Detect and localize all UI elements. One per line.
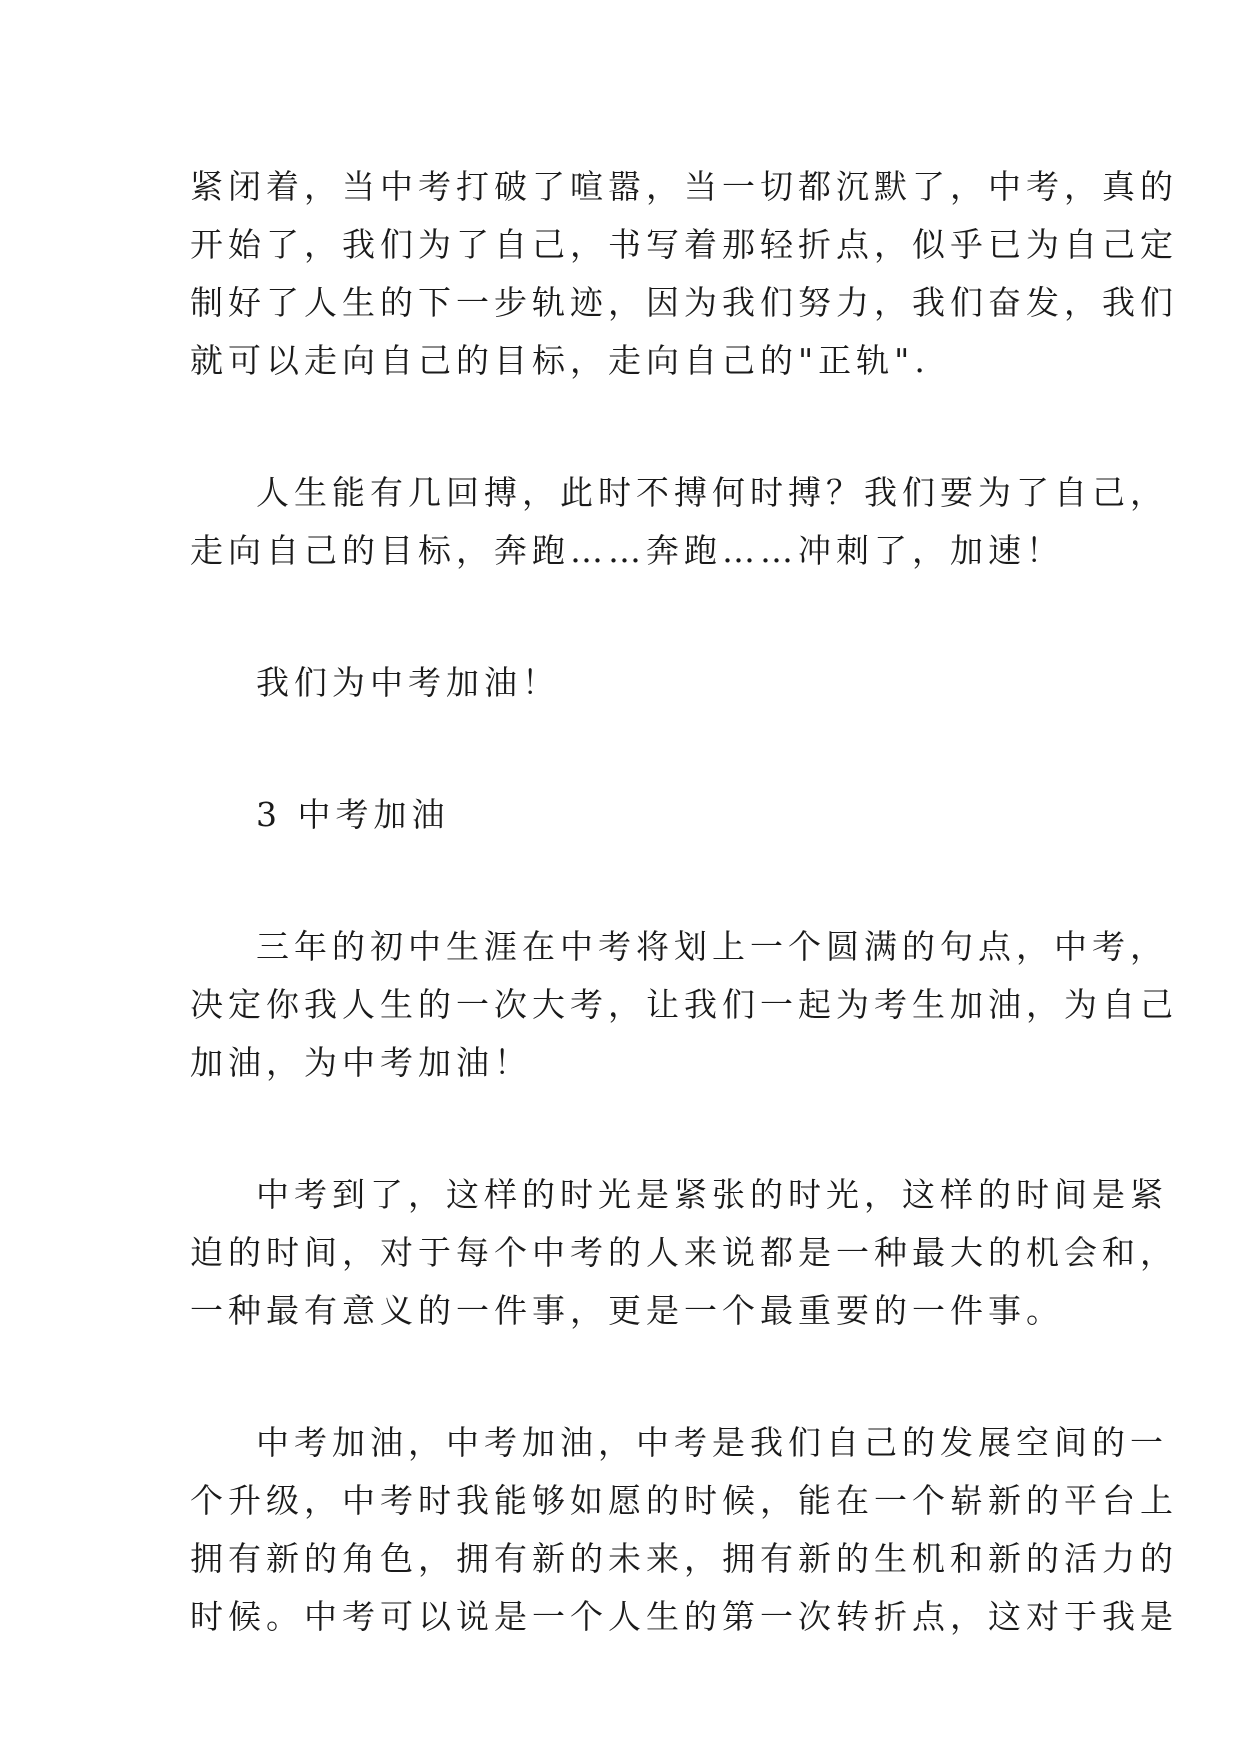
text-line: 就可以走向自己的目标，走向自己的"正轨". <box>190 341 930 380</box>
paragraph-spacer <box>190 1340 1052 1414</box>
paragraph-spacer <box>190 390 1052 464</box>
document-body <box>190 158 1178 1646</box>
heading-text: 3 中考加油 <box>256 795 450 834</box>
text-line: 决定你我人生的一次大考，让我们一起为考生加油，为自己 <box>190 985 1178 1024</box>
paragraph-3 <box>190 654 1052 712</box>
paragraph-2 <box>190 464 1168 580</box>
text-line: 制好了人生的下一步轨迹，因为我们努力，我们奋发，我们 <box>190 283 1178 322</box>
paragraph-spacer <box>190 1092 1052 1166</box>
paragraph-5 <box>190 918 1178 1092</box>
text-line: 三年的初中生涯在中考将划上一个圆满的句点，中考， <box>256 927 1168 966</box>
text-line: 迫的时间，对于每个中考的人来说都是一种最大的机会和， <box>190 1233 1178 1272</box>
text-line: 中考到了，这样的时光是紧张的时光，这样的时间是紧 <box>256 1175 1168 1214</box>
text-line: 人生能有几回搏，此时不搏何时搏？我们要为了自己， <box>256 473 1168 512</box>
text-line: 中考加油，中考加油，中考是我们自己的发展空间的一 <box>256 1423 1168 1462</box>
text-line: 加油，为中考加油！ <box>190 1043 532 1082</box>
paragraph-1 <box>190 158 1178 390</box>
paragraph-7 <box>190 1414 1178 1646</box>
text-line: 开始了，我们为了自己，书写着那轻折点，似乎已为自己定 <box>190 225 1178 264</box>
text-line: 拥有新的角色，拥有新的未来，拥有新的生机和新的活力的 <box>190 1539 1178 1578</box>
text-line: 紧闭着，当中考打破了喧嚣，当一切都沉默了，中考，真的 <box>190 167 1178 206</box>
text-line: 个升级，中考时我能够如愿的时候，能在一个崭新的平台上 <box>190 1481 1178 1520</box>
paragraph-spacer <box>190 580 1052 654</box>
text-line: 时候。中考可以说是一个人生的第一次转折点，这对于我是 <box>190 1597 1178 1636</box>
text-line: 走向自己的目标，奔跑……奔跑……冲刺了，加速！ <box>190 531 1064 570</box>
text-line: 我们为中考加油！ <box>256 663 560 702</box>
section-heading <box>190 786 1052 844</box>
text-line: 一种最有意义的一件事，更是一个最重要的一件事。 <box>190 1291 1064 1330</box>
paragraph-6 <box>190 1166 1178 1340</box>
paragraph-spacer <box>190 844 1052 918</box>
paragraph-spacer <box>190 712 1052 786</box>
